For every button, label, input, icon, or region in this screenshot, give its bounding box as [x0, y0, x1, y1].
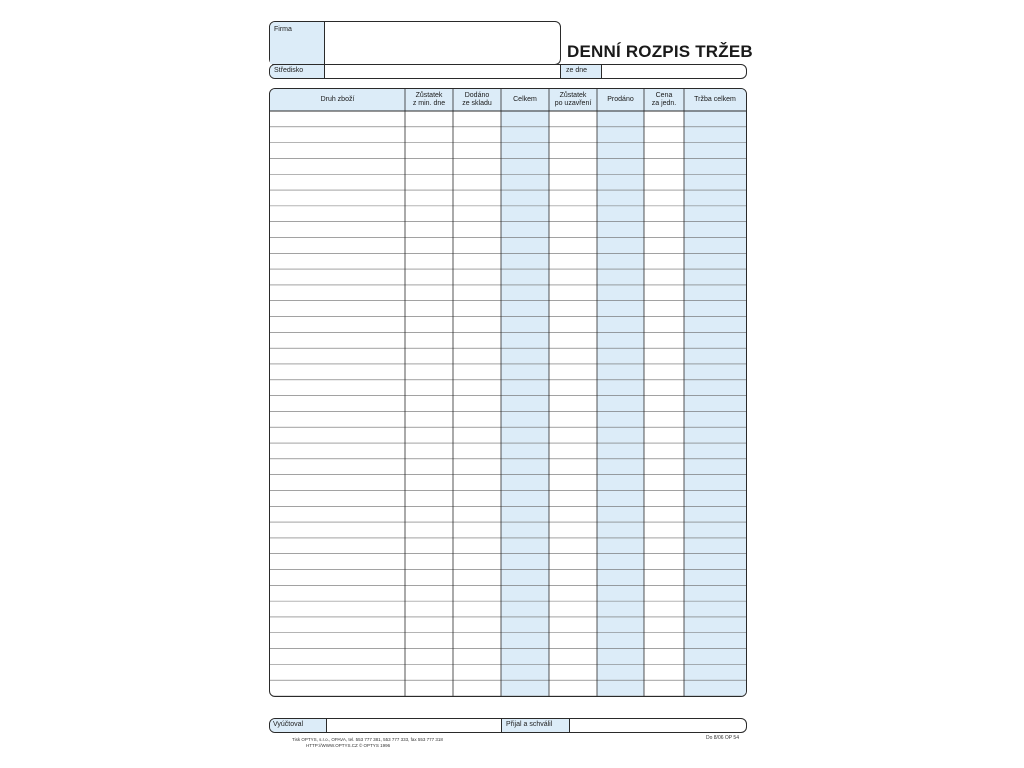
stredisko-label-cell	[270, 65, 325, 78]
stredisko-row	[269, 64, 747, 79]
column-header-line: z min. dne	[412, 100, 446, 107]
column-header-7	[684, 96, 746, 104]
shaded-column-7	[684, 111, 746, 696]
form-title: DENNÍ ROZPIS TRŽEB	[567, 42, 753, 61]
column-header-line: Druh zboží	[320, 96, 355, 103]
print-info-line2: HTTP://WWW.OPTYS.CZ © OPTYS 1996	[306, 743, 391, 748]
column-header-line: po uzavření	[554, 100, 592, 107]
stredisko-field[interactable]	[325, 65, 561, 78]
column-header-line: Celkem	[513, 96, 537, 103]
column-header-0	[270, 96, 405, 104]
column-header-line: Zůstatek	[415, 92, 443, 99]
column-header-1	[405, 92, 453, 108]
firma-label: Firma	[274, 26, 292, 33]
print-info-line1: Tisk OPTYS, s.r.o., OPAVA, tel. 553 777 381, 553 777 333, fax 553 777 318	[292, 737, 443, 742]
prijal-label-cell	[502, 719, 570, 732]
vyuctoval-label-cell	[270, 719, 327, 732]
signature-row	[269, 718, 747, 733]
ze-dne-label: ze dne	[566, 67, 588, 74]
column-header-line: Zůstatek	[559, 92, 587, 99]
table-grid	[270, 89, 746, 696]
sales-table	[269, 88, 747, 697]
vyuctoval-label: Vyúčtoval	[273, 721, 304, 728]
prijal-field[interactable]	[570, 719, 746, 732]
column-header-line: Dodáno	[464, 92, 490, 99]
column-header-line: za jedn.	[651, 100, 677, 107]
firma-field[interactable]	[325, 22, 560, 64]
column-header-6	[644, 92, 684, 108]
firma-label-cell	[270, 22, 325, 64]
column-header-3	[501, 96, 549, 104]
column-header-line: Cena	[655, 92, 673, 99]
column-header-2	[453, 92, 501, 108]
ze-dne-label-cell	[561, 65, 602, 78]
column-header-line: Tržba celkem	[694, 96, 736, 103]
column-header-5	[597, 96, 644, 104]
stredisko-label: Středisko	[274, 67, 304, 74]
shaded-column-5	[597, 111, 644, 696]
form-code: Do 8/06 OP 54	[706, 735, 739, 741]
firma-box	[269, 21, 561, 65]
column-header-4	[549, 92, 597, 108]
ze-dne-field[interactable]	[602, 65, 746, 78]
prijal-label: Přijal a schválil	[506, 721, 553, 728]
column-header-line: Prodáno	[607, 96, 634, 103]
column-header-line: ze skladu	[462, 100, 492, 107]
vyuctoval-field[interactable]	[327, 719, 502, 732]
shaded-column-3	[501, 111, 549, 696]
